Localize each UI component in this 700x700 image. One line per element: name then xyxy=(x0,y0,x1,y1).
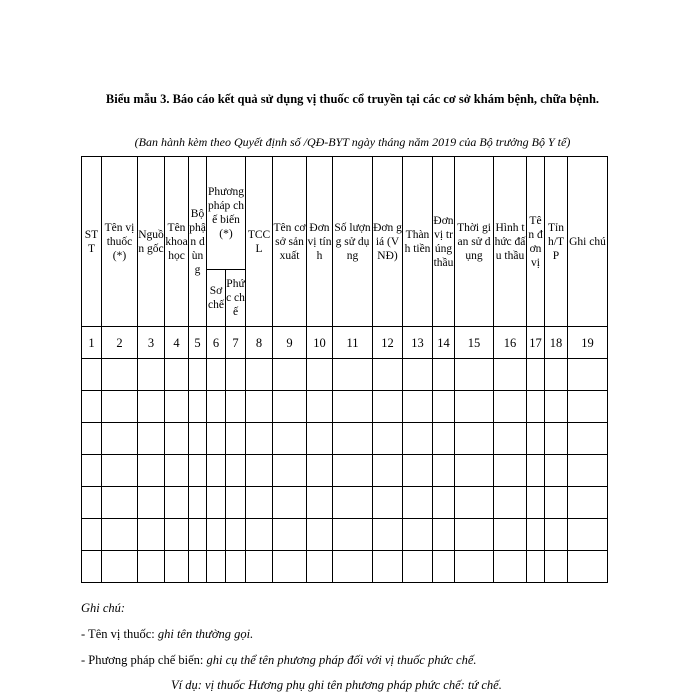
table-cell xyxy=(189,551,207,583)
table-cell xyxy=(207,519,226,551)
table-cell xyxy=(373,455,403,487)
header-nguon-goc: Nguồn gốc xyxy=(138,157,165,327)
table-cell xyxy=(455,391,494,423)
table-cell xyxy=(403,391,433,423)
table-cell xyxy=(82,551,102,583)
column-number: 15 xyxy=(455,327,494,359)
header-ghi-chu: Ghi chú xyxy=(568,157,608,327)
table-cell xyxy=(82,519,102,551)
table-cell xyxy=(246,455,273,487)
header-thoi-gian-su-dung: Thời gian sử dụng xyxy=(455,157,494,327)
table-cell xyxy=(373,487,403,519)
table-cell xyxy=(373,551,403,583)
table-cell xyxy=(403,487,433,519)
header-hinh-thuc-dau-thau: Hình thức đấu thầu xyxy=(494,157,527,327)
header-so-luong-su-dung: Số lượng sử dụng xyxy=(333,157,373,327)
table-cell xyxy=(207,487,226,519)
header-don-vi-trung-thau: Đơn vị trúng thầu xyxy=(433,157,455,327)
table-cell xyxy=(189,359,207,391)
table-cell xyxy=(165,551,189,583)
table-cell xyxy=(102,455,138,487)
table-cell xyxy=(494,391,527,423)
table-cell xyxy=(82,359,102,391)
table-cell xyxy=(273,423,307,455)
column-number: 10 xyxy=(307,327,333,359)
table-cell xyxy=(545,519,568,551)
column-number: 2 xyxy=(102,327,138,359)
table-cell xyxy=(494,551,527,583)
table-cell xyxy=(273,359,307,391)
table-cell xyxy=(433,455,455,487)
table-cell xyxy=(433,359,455,391)
table-cell xyxy=(433,423,455,455)
table-cell xyxy=(455,487,494,519)
table-cell xyxy=(373,391,403,423)
table-cell xyxy=(307,455,333,487)
table-cell xyxy=(307,391,333,423)
table-cell xyxy=(494,359,527,391)
table-cell xyxy=(403,359,433,391)
header-thanh-tien: Thành tiền xyxy=(403,157,433,327)
table-cell xyxy=(494,423,527,455)
table-cell xyxy=(226,551,246,583)
table-cell xyxy=(246,391,273,423)
column-number: 6 xyxy=(207,327,226,359)
column-number: 7 xyxy=(226,327,246,359)
table-cell xyxy=(455,519,494,551)
table-cell xyxy=(189,423,207,455)
column-number-row xyxy=(82,327,608,359)
table-cell xyxy=(333,551,373,583)
column-number: 3 xyxy=(138,327,165,359)
table-cell xyxy=(82,423,102,455)
header-bo-phan-dung: Bộ phận dùng xyxy=(189,157,207,327)
table-row xyxy=(82,519,608,551)
header-so-che: Sơ chế xyxy=(207,270,226,327)
table-cell xyxy=(102,519,138,551)
table-cell xyxy=(527,455,545,487)
table-cell xyxy=(494,455,527,487)
table-cell xyxy=(207,391,226,423)
table-cell xyxy=(545,551,568,583)
table-cell xyxy=(545,359,568,391)
table-cell xyxy=(138,455,165,487)
table-cell xyxy=(307,519,333,551)
table-cell xyxy=(333,519,373,551)
table-cell xyxy=(373,423,403,455)
table-cell xyxy=(568,519,608,551)
table-cell xyxy=(226,519,246,551)
table-cell xyxy=(138,487,165,519)
table-cell xyxy=(246,487,273,519)
table-cell xyxy=(138,391,165,423)
table-row xyxy=(82,487,608,519)
table-cell xyxy=(403,551,433,583)
header-don-vi-tinh: Đơn vị tính xyxy=(307,157,333,327)
table-cell xyxy=(568,359,608,391)
table-cell xyxy=(207,551,226,583)
header-ten-khoa-hoc: Tên khoa học xyxy=(165,157,189,327)
column-number: 4 xyxy=(165,327,189,359)
table-cell xyxy=(165,423,189,455)
table-cell xyxy=(545,455,568,487)
note-line-1-prefix: - Tên vị thuốc: xyxy=(81,627,158,641)
header-ten-don-vi: Tên đơn vị xyxy=(527,157,545,327)
table-cell xyxy=(226,423,246,455)
column-number: 11 xyxy=(333,327,373,359)
table-row xyxy=(82,551,608,583)
table-cell xyxy=(273,391,307,423)
note-line-1-detail: ghi tên thường gọi. xyxy=(157,627,254,641)
header-ten-co-so-san-xuat: Tên cơ sở sản xuất xyxy=(273,157,307,327)
column-number: 16 xyxy=(494,327,527,359)
note-line-2-detail: ghi cụ thể tên phương pháp đối với vị thuốc phức chế. xyxy=(206,653,477,667)
table-cell xyxy=(545,423,568,455)
report-table xyxy=(81,156,608,583)
table-cell xyxy=(527,391,545,423)
column-number: 1 xyxy=(82,327,102,359)
table-cell xyxy=(527,423,545,455)
table-cell xyxy=(165,359,189,391)
table-cell xyxy=(494,519,527,551)
table-cell xyxy=(226,455,246,487)
table-cell xyxy=(138,423,165,455)
column-number: 18 xyxy=(545,327,568,359)
table-cell xyxy=(82,455,102,487)
table-cell xyxy=(568,423,608,455)
table-cell xyxy=(246,423,273,455)
table-cell xyxy=(189,487,207,519)
table-cell xyxy=(189,391,207,423)
table-cell xyxy=(273,519,307,551)
table-cell xyxy=(102,359,138,391)
header-don-gia: Đơn giá (VNĐ) xyxy=(373,157,403,327)
column-number: 13 xyxy=(403,327,433,359)
column-number: 14 xyxy=(433,327,455,359)
table-cell xyxy=(138,519,165,551)
table-cell xyxy=(246,359,273,391)
table-cell xyxy=(568,391,608,423)
table-cell xyxy=(246,519,273,551)
table-cell xyxy=(545,391,568,423)
header-stt: STT xyxy=(82,157,102,327)
table-cell xyxy=(494,487,527,519)
table-cell xyxy=(373,519,403,551)
table-cell xyxy=(226,359,246,391)
table-cell xyxy=(433,391,455,423)
table-cell xyxy=(102,423,138,455)
notes-heading: Ghi chú: xyxy=(81,601,126,615)
column-number: 9 xyxy=(273,327,307,359)
note-line-2-prefix: - Phương pháp chế biến: xyxy=(81,653,207,667)
table-cell xyxy=(455,359,494,391)
table-cell xyxy=(307,487,333,519)
table-row xyxy=(82,359,608,391)
table-cell xyxy=(307,423,333,455)
table-cell xyxy=(527,519,545,551)
table-cell xyxy=(527,551,545,583)
table-cell xyxy=(333,455,373,487)
table-cell xyxy=(226,487,246,519)
table-cell xyxy=(307,551,333,583)
table-cell xyxy=(102,391,138,423)
note-example: Ví dụ: vị thuốc Hương phụ ghi tên phương pháp phức chế: tứ chế. xyxy=(171,678,502,692)
column-number: 8 xyxy=(246,327,273,359)
header-tccl: TCCL xyxy=(246,157,273,327)
table-cell xyxy=(138,551,165,583)
table-cell xyxy=(165,519,189,551)
table-cell xyxy=(165,455,189,487)
table-cell xyxy=(273,487,307,519)
table-cell xyxy=(102,551,138,583)
table-cell xyxy=(207,359,226,391)
table-cell xyxy=(455,423,494,455)
table-cell xyxy=(207,455,226,487)
table-cell xyxy=(273,551,307,583)
table-cell xyxy=(527,359,545,391)
table-cell xyxy=(165,487,189,519)
header-tinh-tp: Tỉnh/TP xyxy=(545,157,568,327)
table-cell xyxy=(189,455,207,487)
table-cell xyxy=(333,423,373,455)
table-cell xyxy=(165,391,189,423)
table-cell xyxy=(455,551,494,583)
table-cell xyxy=(568,487,608,519)
table-cell xyxy=(102,487,138,519)
table-cell xyxy=(273,455,307,487)
table-cell xyxy=(226,391,246,423)
column-number: 12 xyxy=(373,327,403,359)
table-cell xyxy=(333,487,373,519)
table-cell xyxy=(568,551,608,583)
table-cell xyxy=(207,423,226,455)
table-cell xyxy=(433,487,455,519)
table-row xyxy=(82,455,608,487)
table-row xyxy=(82,391,608,423)
table-row xyxy=(82,423,608,455)
table-cell xyxy=(455,455,494,487)
column-number: 5 xyxy=(189,327,207,359)
table-cell xyxy=(545,487,568,519)
table-cell xyxy=(138,359,165,391)
table-cell xyxy=(246,551,273,583)
table-cell xyxy=(568,455,608,487)
document-title: Biểu mẫu 3. Báo cáo kết quả sử dụng vị thuốc cổ truyền tại các cơ sở khám bệnh, chữa bệnh. xyxy=(105,92,600,106)
column-number: 19 xyxy=(568,327,608,359)
table-cell xyxy=(433,551,455,583)
table-cell xyxy=(433,519,455,551)
table-cell xyxy=(82,487,102,519)
table-cell xyxy=(189,519,207,551)
table-cell xyxy=(403,423,433,455)
header-phuong-phap-che-bien: Phương pháp chế biến (*) xyxy=(207,157,246,270)
table-cell xyxy=(373,359,403,391)
header-ten-vi-thuoc: Tên vị thuốc (*) xyxy=(102,157,138,327)
table-cell xyxy=(527,487,545,519)
table-cell xyxy=(403,455,433,487)
table-cell xyxy=(82,391,102,423)
column-number: 17 xyxy=(527,327,545,359)
table-cell xyxy=(333,391,373,423)
header-phuc-che: Phức chế xyxy=(226,270,246,327)
document-subtitle: (Ban hành kèm theo Quyết định số /QĐ-BYT ngày tháng năm 2019 của Bộ trưởng Bộ Y tế) xyxy=(134,135,571,149)
table-cell xyxy=(403,519,433,551)
table-cell xyxy=(333,359,373,391)
table-cell xyxy=(307,359,333,391)
